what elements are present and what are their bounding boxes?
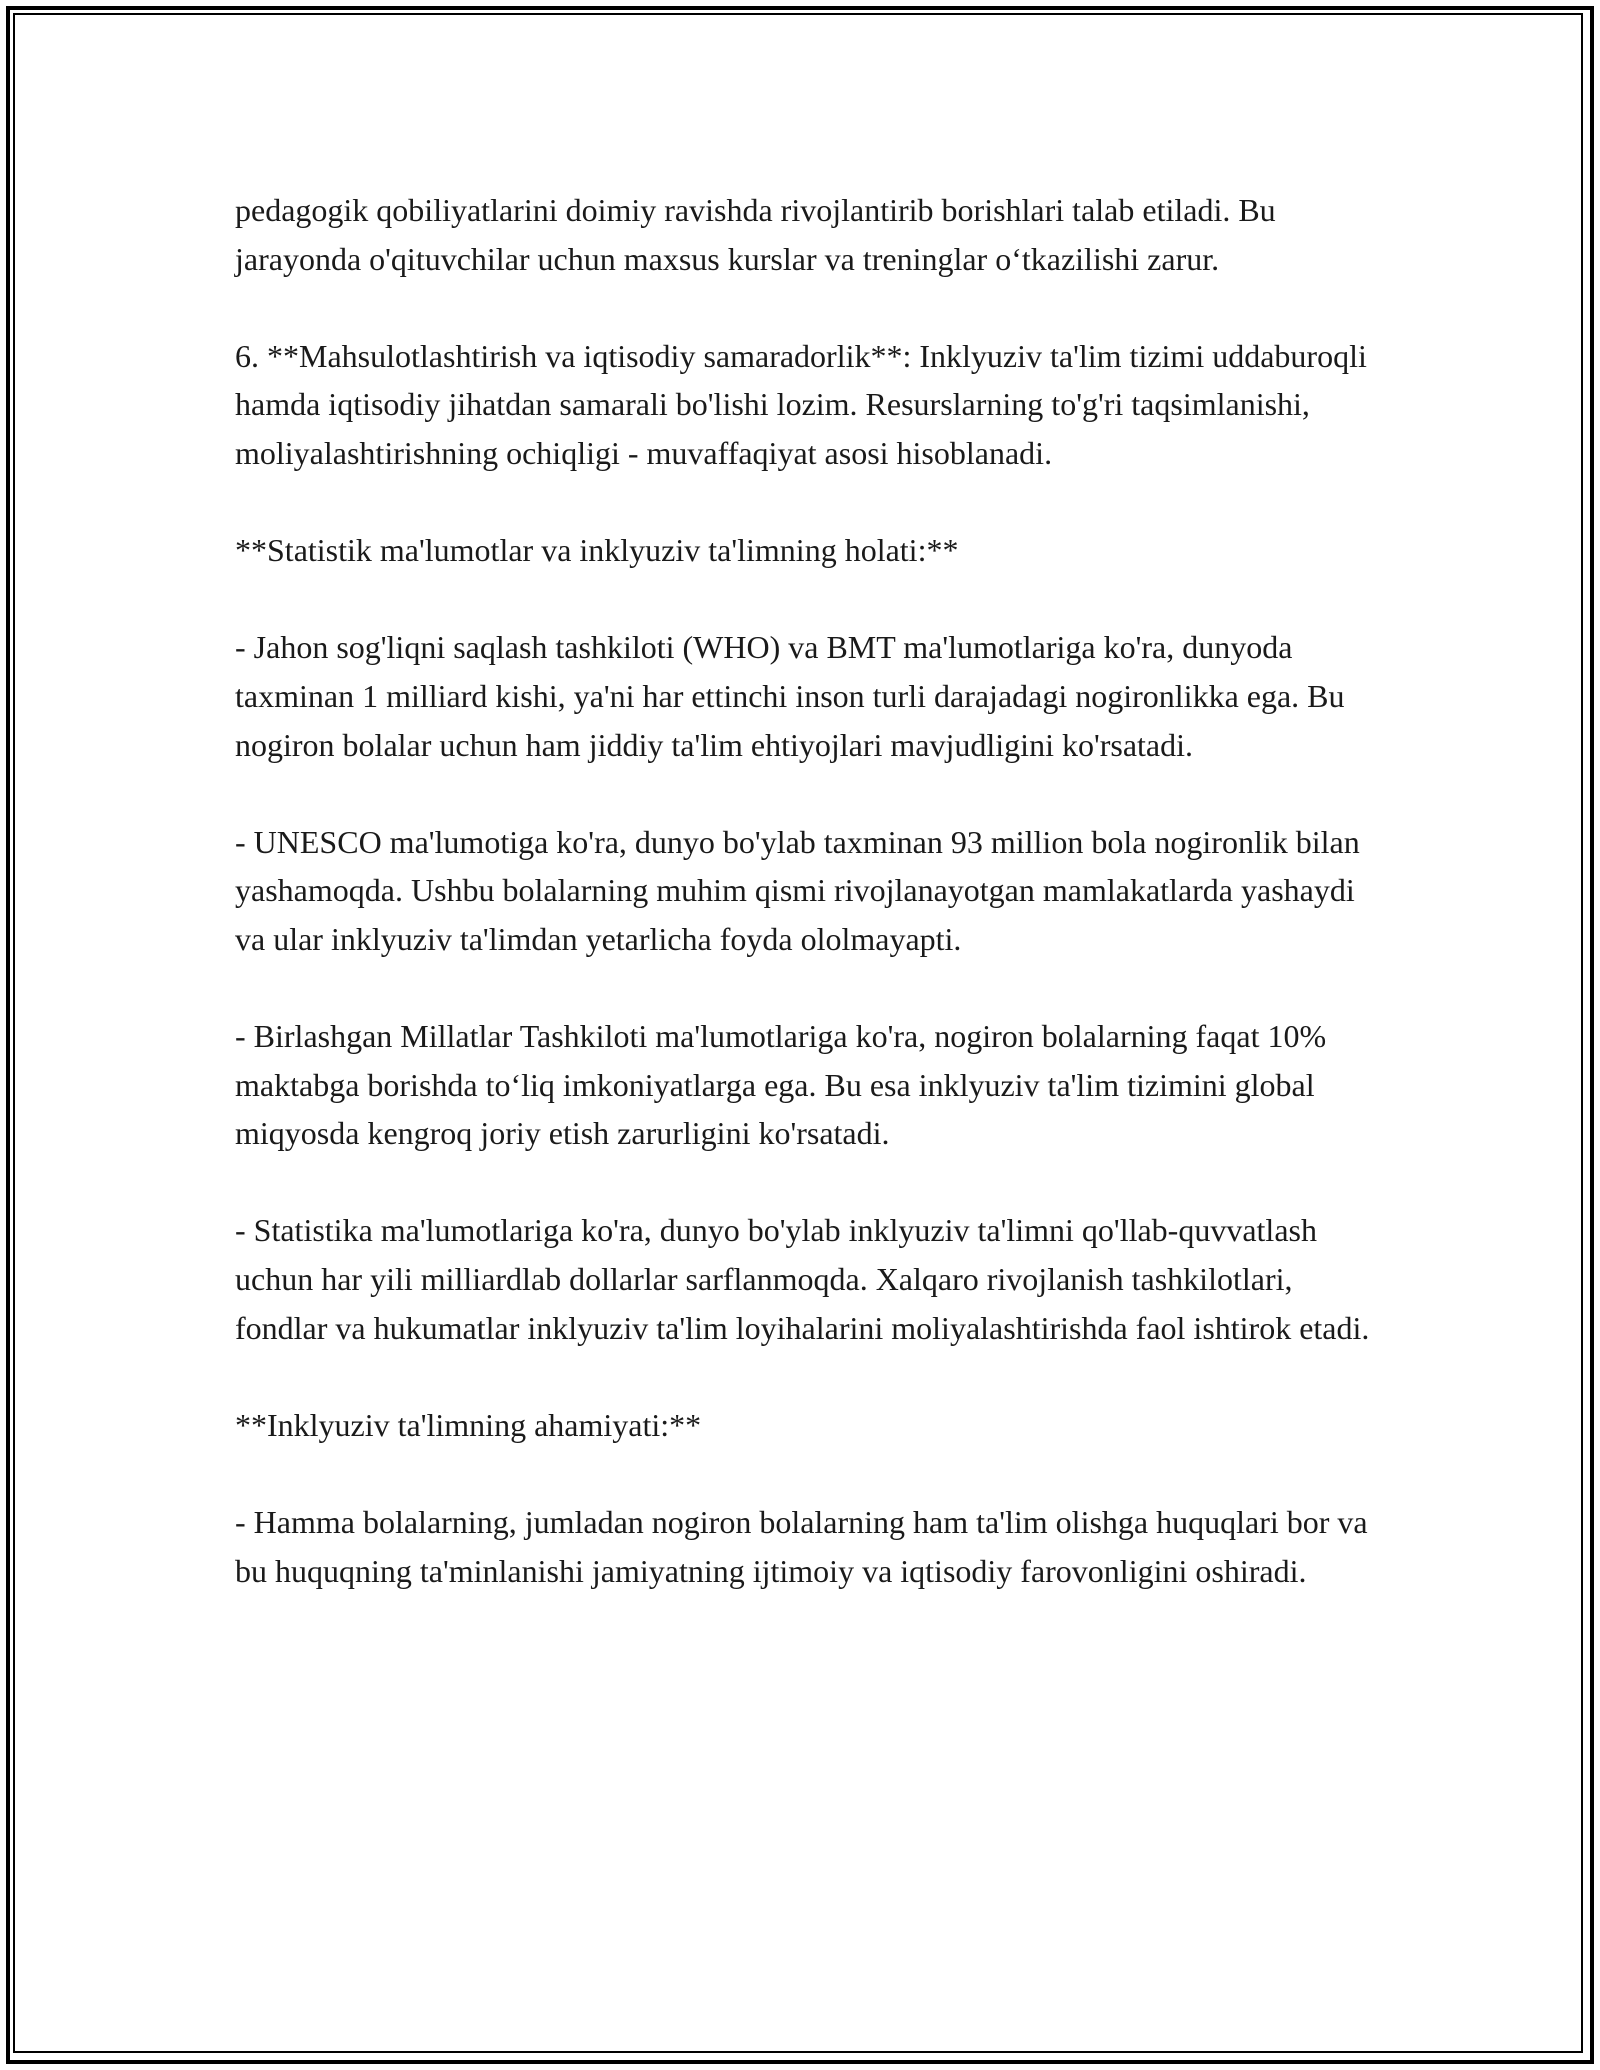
document-body: [235, 186, 1375, 1595]
paragraph-item-6: 6. **Mahsulotlashtirish va iqtisodiy samaradorlik**: Inklyuziv ta'lim tizimi uddaburoqli hamda iqtisodiy jihatdan samarali bo'lishi lozim. Resurslarning to'g'ri taqsimlanishi, moliyalashtirishning ochiqligi - muvaffaqiyat asosi hisoblanadi.: [235, 337, 1367, 471]
paragraph-un-statistics: - Birlashgan Millatlar Tashkiloti ma'lumotlariga ko'ra, nogiron bolalarning faqat 10% maktabga borishda to‘liq imkoniyatlarga ega. Bu esa inklyuziv ta'lim tizimini global miqyosda kengroq joriy etish zarurligini ko'rsatadi.: [235, 1018, 1327, 1152]
paragraph-unesco-statistics: - UNESCO ma'lumotiga ko'ra, dunyo bo'ylab taxminan 93 million bola nogironlik bilan yashamoqda. Ushbu bolalarning muhim qismi rivojlanayotgan mamlakatlarda yashaydi va ular inklyuziv ta'limdan yetarlicha foyda ololmayapti.: [235, 823, 1360, 957]
paragraph-funding-statistics: - Statistika ma'lumotlariga ko'ra, dunyo bo'ylab inklyuziv ta'limni qo'llab-quvvatlash uchun har yili milliardlab dollarlar sarflanmoqda. Xalqaro rivojlanish tashkilotlari, fondlar va hukumatlar inklyuziv ta'lim loyihalarini moliyalashtirishda faol ishtirok etadi.: [235, 1212, 1370, 1346]
paragraph-who-statistics: - Jahon sog'liqni saqlash tashkiloti (WHO) va BMT ma'lumotlariga ko'ra, dunyoda taxminan 1 milliard kishi, ya'ni har ettinchi inson turli darajadagi nogironlikka ega. Bu nogiron bolalar uchun ham jiddiy ta'lim ehtiyojlari mavjudligini ko'rsatadi.: [235, 629, 1345, 763]
paragraph-continuation: pedagogik qobiliyatlarini doimiy ravishda rivojlantirib borishlari talab etiladi. Bu jarayonda o'qituvchilar uchun maxsus kurslar va treninglar o‘tkazilishi zarur.: [235, 192, 1276, 277]
paragraph-rights: - Hamma bolalarning, jumladan nogiron bolalarning ham ta'lim olishga huquqlari bor va bu huquqning ta'minlanishi jamiyatning ijtimoiy va iqtisodiy farovonligini oshiradi.: [235, 1504, 1368, 1589]
section-heading-statistics: **Statistik ma'lumotlar va inklyuziv ta'limning holati:**: [235, 532, 959, 569]
section-heading-importance: **Inklyuziv ta'limning ahamiyati:**: [235, 1406, 702, 1443]
